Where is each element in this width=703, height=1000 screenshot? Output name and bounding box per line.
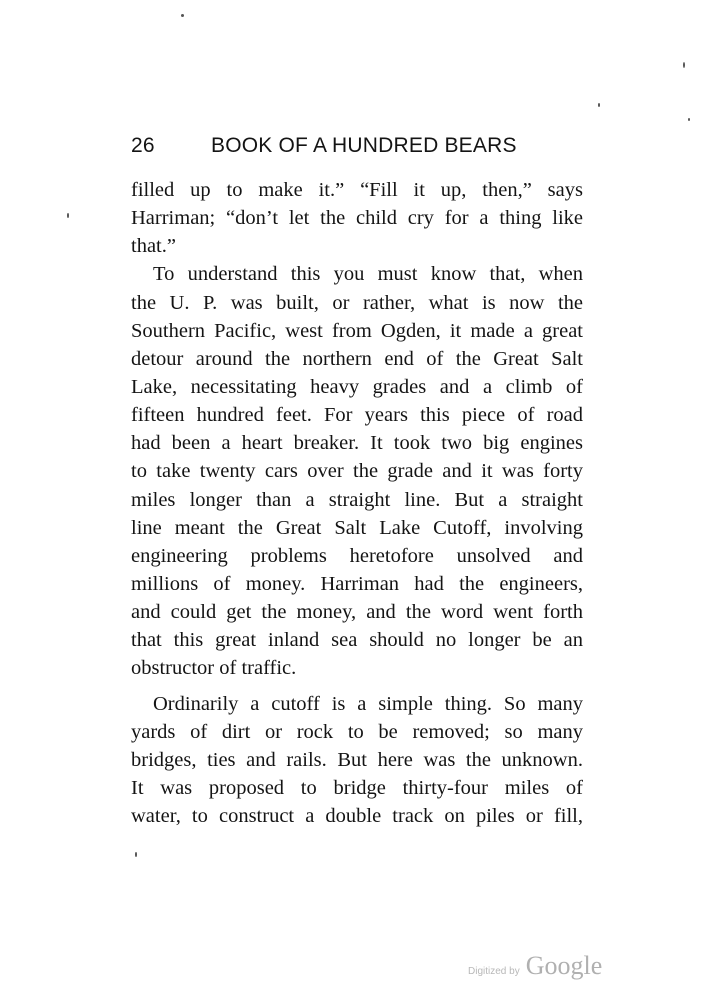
text-line: water, to construct a double track on piles or fill,	[131, 805, 583, 828]
scan-speck	[181, 14, 184, 17]
text-line: that.”	[131, 235, 176, 258]
paragraph	[131, 690, 583, 831]
scan-speck	[598, 103, 600, 107]
scan-speck	[683, 62, 685, 68]
text-line: obstructor of traffic.	[131, 657, 297, 680]
paragraph	[131, 260, 583, 682]
paragraph-spacing	[131, 683, 583, 690]
text-line: Southern Pacific, west from Ogden, it made a great	[131, 319, 583, 342]
scan-speck	[135, 852, 137, 857]
text-line: To understand this you must know that, when	[153, 263, 583, 286]
text-line: and could get the money, and the word went forth	[131, 601, 583, 624]
text-line: filled up to make it.” “Fill it up, then,” says	[131, 179, 583, 201]
text-line: Lake, necessitating heavy grades and a climb of	[131, 375, 583, 398]
text-line: yards of dirt or rock to be removed; so many	[131, 720, 583, 743]
running-title: BOOK OF A HUNDRED BEARS	[211, 134, 517, 157]
watermark-prefix: Digitized by	[468, 966, 520, 977]
text-line: to take twenty cars over the grade and it was forty	[131, 460, 583, 483]
text-line: engineering problems heretofore unsolved and	[131, 544, 583, 567]
body-text	[131, 176, 583, 830]
text-line: millions of money. Harriman had the engineers,	[131, 572, 583, 595]
running-head	[131, 134, 571, 164]
text-line: bridges, ties and rails. But here was the unknown.	[131, 748, 583, 771]
scan-speck	[67, 213, 69, 218]
text-line: It was proposed to bridge thirty-four miles of	[131, 776, 583, 799]
text-line: miles longer than a straight line. But a straight	[131, 488, 583, 511]
scan-speck	[688, 118, 690, 121]
page-number: 26	[131, 134, 155, 157]
text-line: that this great inland sea should no longer be an	[131, 629, 583, 652]
digitized-by-google-watermark	[468, 951, 608, 983]
text-line: had been a heart breaker. It took two big engines	[131, 432, 583, 455]
google-logo: Google	[525, 951, 603, 980]
text-line: detour around the northern end of the Great Salt	[131, 347, 583, 370]
paragraph	[131, 176, 583, 260]
text-line: line meant the Great Salt Lake Cutoff, involving	[131, 516, 583, 539]
text-line: Ordinarily a cutoff is a simple thing. So many	[153, 692, 583, 715]
text-line: the U. P. was built, or rather, what is now the	[131, 291, 583, 314]
text-line: Harriman; “don’t let the child cry for a thing like	[131, 207, 583, 230]
text-line: fifteen hundred feet. For years this piece of road	[131, 404, 583, 427]
